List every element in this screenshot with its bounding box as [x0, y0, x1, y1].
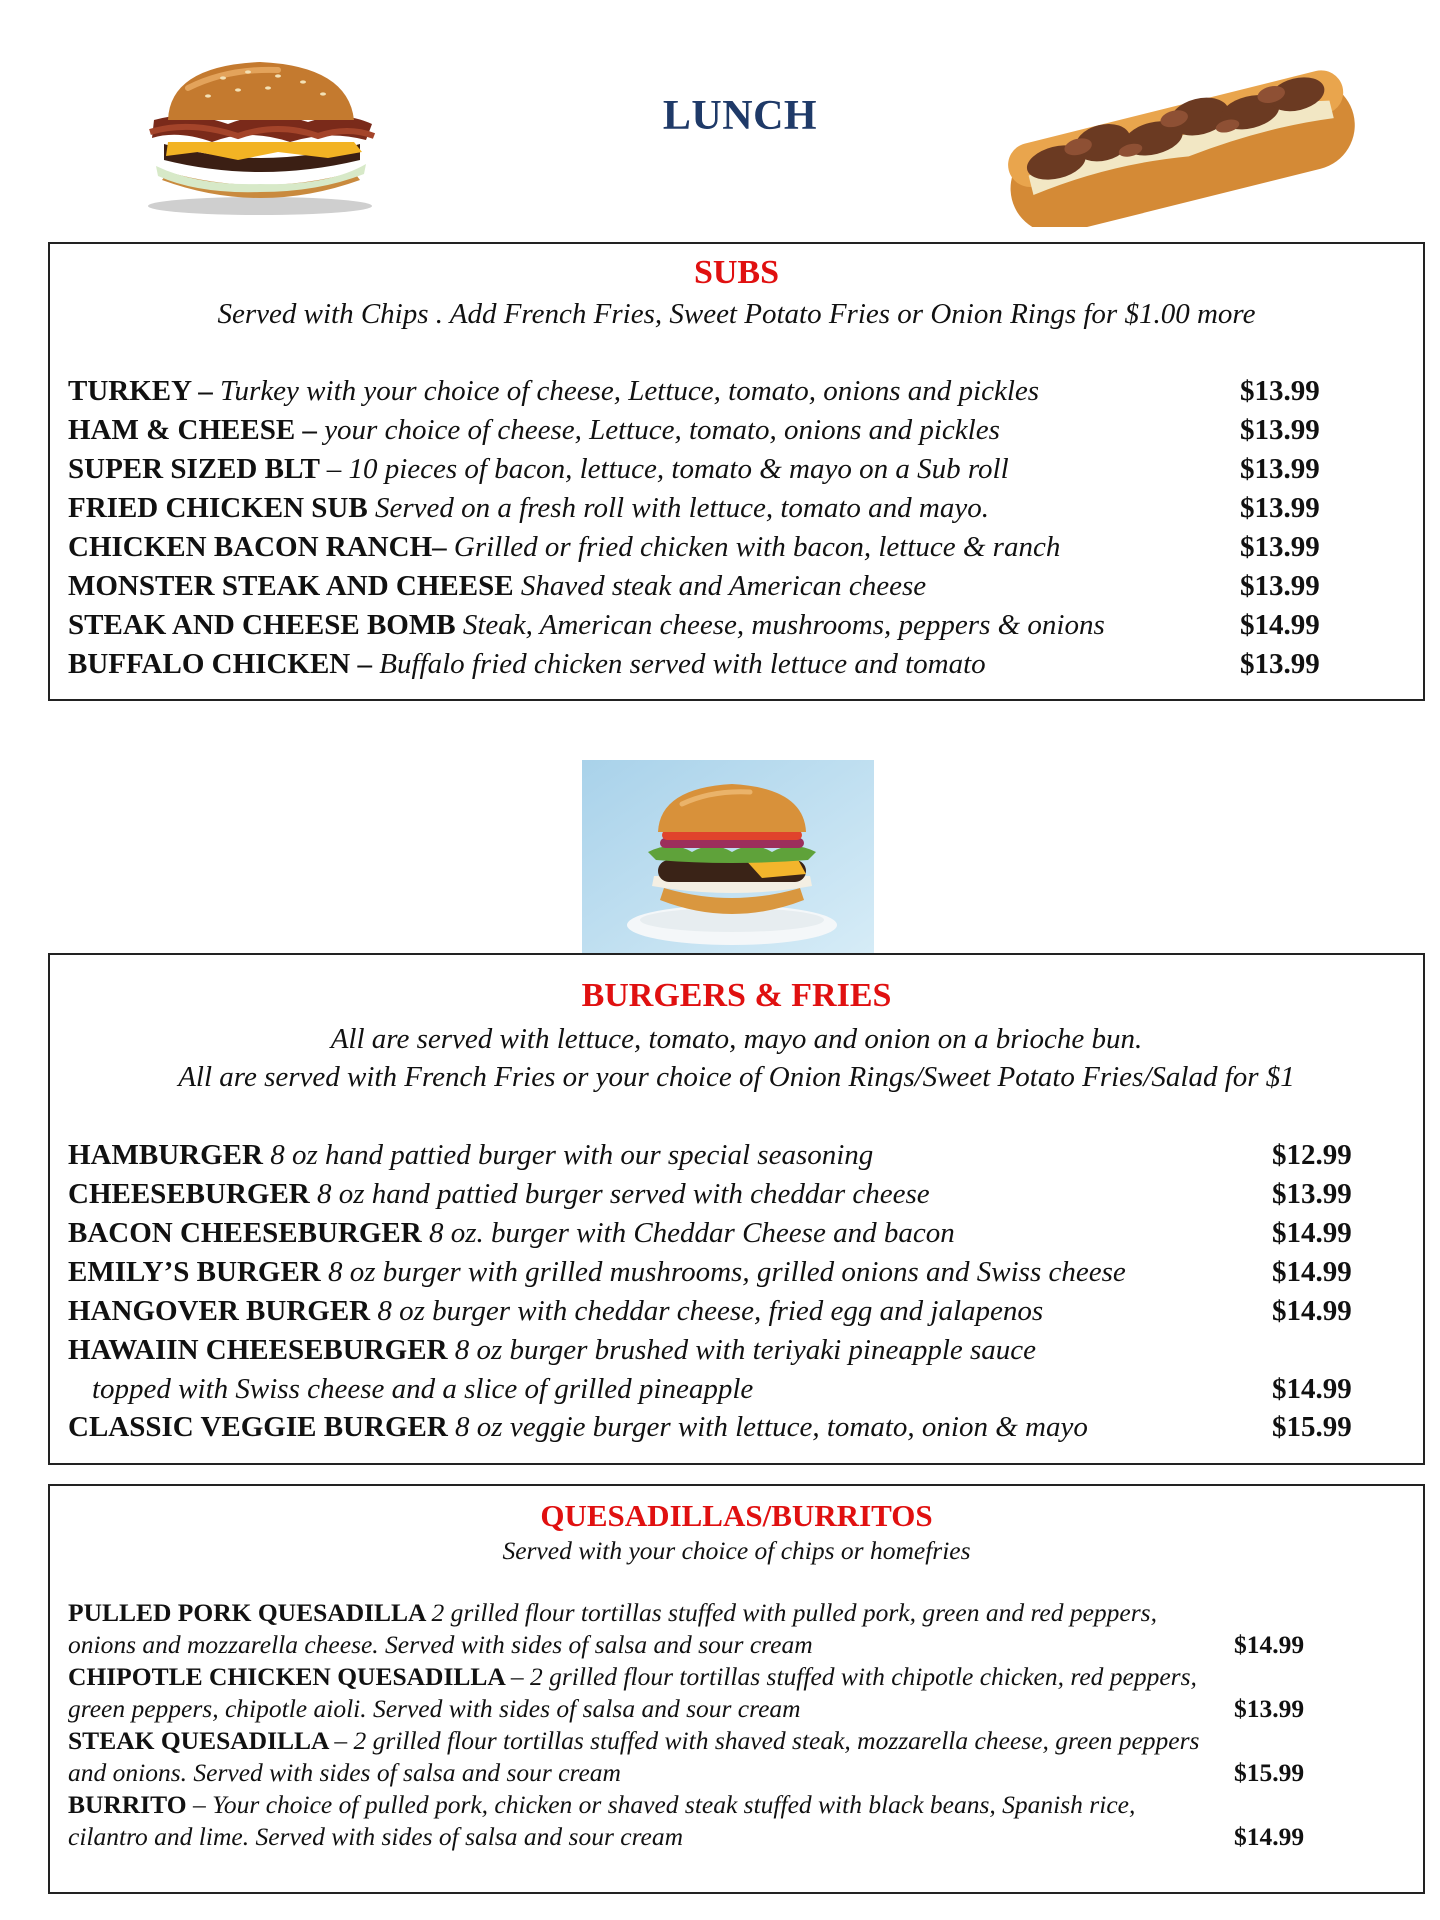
item-price: $14.99 — [1272, 1373, 1352, 1405]
item-price: $12.99 — [1272, 1139, 1352, 1171]
menu-item — [68, 1178, 930, 1211]
menu-item — [68, 570, 926, 603]
menu-item — [68, 1598, 1157, 1628]
item-price: $14.99 — [1234, 1822, 1305, 1851]
item-desc: 2 grilled flour tortillas stuffed with pulled pork, green and red peppers, — [431, 1598, 1157, 1627]
menu-item — [68, 414, 1000, 447]
item-price: $14.99 — [1272, 1295, 1352, 1327]
item-price: $15.99 — [1272, 1411, 1352, 1443]
item-price: $13.99 — [1240, 375, 1320, 407]
burgers-section — [48, 953, 1425, 1465]
item-desc-continued: green peppers, chipotle aioli. Served with sides of salsa and sour cream — [68, 1694, 801, 1723]
menu-item — [68, 531, 1060, 564]
item-name: CHEESEBURGER — [68, 1178, 317, 1210]
item-name: SUPER SIZED BLT — [68, 453, 327, 485]
menu-item — [68, 375, 1039, 408]
item-name: MONSTER STEAK AND CHEESE — [68, 570, 521, 602]
item-name: HAWAIIN CHEESEBURGER — [68, 1334, 455, 1366]
item-name: FRIED CHICKEN SUB — [68, 492, 375, 524]
menu-item — [68, 492, 989, 525]
subs-note: Served with Chips . Add French Fries, Sweet Potato Fries or Onion Rings for $1.00 more — [217, 298, 1256, 330]
item-name: STEAK AND CHEESE BOMB — [68, 609, 463, 641]
menu-item — [68, 1217, 955, 1250]
quesadillas-note: Served with your choice of chips or homefries — [502, 1536, 971, 1565]
item-name: BURRITO — [68, 1790, 193, 1819]
menu-item — [68, 1662, 1197, 1692]
item-desc: your choice of cheese, Lettuce, tomato, onions and pickles — [324, 414, 1000, 446]
burgers-note-2: All are served with French Fries or your choice of Onion Rings/Sweet Potato Fries/Salad for $1 — [178, 1061, 1295, 1093]
item-desc: Steak, American cheese, mushrooms, peppers & onions — [462, 609, 1105, 641]
item-name: EMILY’S BURGER — [68, 1256, 328, 1288]
item-price: $13.99 — [1240, 492, 1320, 524]
item-desc-continued: and onions. Served with sides of salsa and sour cream — [68, 1758, 621, 1787]
menu-item — [68, 609, 1105, 642]
item-name: HAM & CHEESE – — [68, 414, 325, 446]
item-name: STEAK QUESADILLA — [68, 1726, 335, 1755]
burgers-note-1: All are served with lettuce, tomato, mayo and onion on a brioche bun. — [330, 1023, 1143, 1055]
item-desc: 8 oz burger brushed with teriyaki pineapple sauce — [454, 1334, 1037, 1366]
item-desc: 8 oz veggie burger with lettuce, tomato, onion & mayo — [455, 1411, 1088, 1443]
item-desc: 8 oz burger with cheddar cheese, fried egg and jalapenos — [377, 1295, 1044, 1327]
item-desc: 8 oz hand pattied burger served with cheddar cheese — [316, 1178, 930, 1210]
cheeseburger-image — [582, 760, 874, 955]
menu-item — [68, 1295, 1043, 1328]
steak-cheese-sub-image — [985, 52, 1375, 227]
quesadillas-section — [48, 1484, 1425, 1894]
item-price: $14.99 — [1234, 1630, 1305, 1659]
item-price: $13.99 — [1272, 1178, 1352, 1210]
item-price: $13.99 — [1234, 1694, 1305, 1723]
menu-item — [68, 648, 986, 681]
item-desc: Served on a fresh roll with lettuce, tomato and mayo. — [374, 492, 989, 524]
quesadillas-heading: QUESADILLAS/BURRITOS — [540, 1498, 933, 1533]
item-desc-continued: onions and mozzarella cheese. Served with sides of salsa and sour cream — [68, 1630, 813, 1659]
item-desc: – 2 grilled flour tortillas stuffed with shaved steak, mozzarella cheese, green peppers — [334, 1726, 1200, 1755]
menu-item — [68, 1411, 1088, 1444]
subs-section — [48, 242, 1425, 701]
menu-item — [68, 1790, 1135, 1820]
item-name: CHICKEN BACON RANCH– — [68, 531, 454, 563]
item-name: BUFFALO CHICKEN – — [68, 648, 380, 680]
menu-item — [68, 1726, 1199, 1756]
item-name: TURKEY – — [68, 375, 220, 407]
item-desc: – 2 grilled flour tortillas stuffed with chipotle chicken, red peppers, — [510, 1662, 1197, 1691]
item-price: $13.99 — [1240, 531, 1320, 563]
menu-item — [68, 1139, 873, 1172]
item-desc: 8 oz burger with grilled mushrooms, grilled onions and Swiss cheese — [327, 1256, 1126, 1288]
item-desc: Turkey with your choice of cheese, Lettuce, tomato, onions and pickles — [220, 375, 1040, 407]
item-name: CHIPOTLE CHICKEN QUESADILLA — [68, 1662, 511, 1691]
item-price: $14.99 — [1272, 1256, 1352, 1288]
menu-item — [68, 453, 1009, 486]
item-desc: Buffalo fried chicken served with lettuce and tomato — [379, 648, 986, 680]
item-price: $13.99 — [1240, 414, 1320, 446]
item-desc: Grilled or fried chicken with bacon, lettuce & ranch — [453, 531, 1061, 563]
item-price: $15.99 — [1234, 1758, 1305, 1787]
item-desc: Shaved steak and American cheese — [520, 570, 927, 602]
item-name: BACON CHEESEBURGER — [68, 1217, 429, 1249]
item-desc: – 10 pieces of bacon, lettuce, tomato & mayo on a Sub roll — [326, 453, 1009, 485]
item-price: $13.99 — [1240, 648, 1320, 680]
item-desc: 8 oz. burger with Cheddar Cheese and bacon — [428, 1217, 955, 1249]
item-desc-continued: cilantro and lime. Served with sides of salsa and sour cream — [68, 1822, 684, 1851]
item-name: HAMBURGER — [68, 1139, 271, 1171]
item-price: $14.99 — [1272, 1217, 1352, 1249]
item-desc: – Your choice of pulled pork, chicken or shaved steak stuffed with black beans, Spanish rice, — [192, 1790, 1136, 1819]
item-name: PULLED PORK QUESADILLA — [68, 1598, 432, 1627]
item-desc: 8 oz hand pattied burger with our special seasoning — [270, 1139, 874, 1171]
menu-item — [68, 1256, 1126, 1289]
page-title: LUNCH — [662, 93, 818, 139]
subs-heading: SUBS — [693, 254, 780, 291]
item-name: HANGOVER BURGER — [68, 1295, 378, 1327]
menu-item — [68, 1334, 1036, 1367]
item-price: $13.99 — [1240, 453, 1320, 485]
item-price: $13.99 — [1240, 570, 1320, 602]
bacon-cheeseburger-image — [128, 48, 388, 218]
burgers-heading: BURGERS & FRIES — [581, 977, 892, 1014]
item-price: $14.99 — [1240, 609, 1320, 641]
item-name: CLASSIC VEGGIE BURGER — [68, 1411, 456, 1443]
item-desc-continued: topped with Swiss cheese and a slice of grilled pineapple — [92, 1373, 754, 1405]
